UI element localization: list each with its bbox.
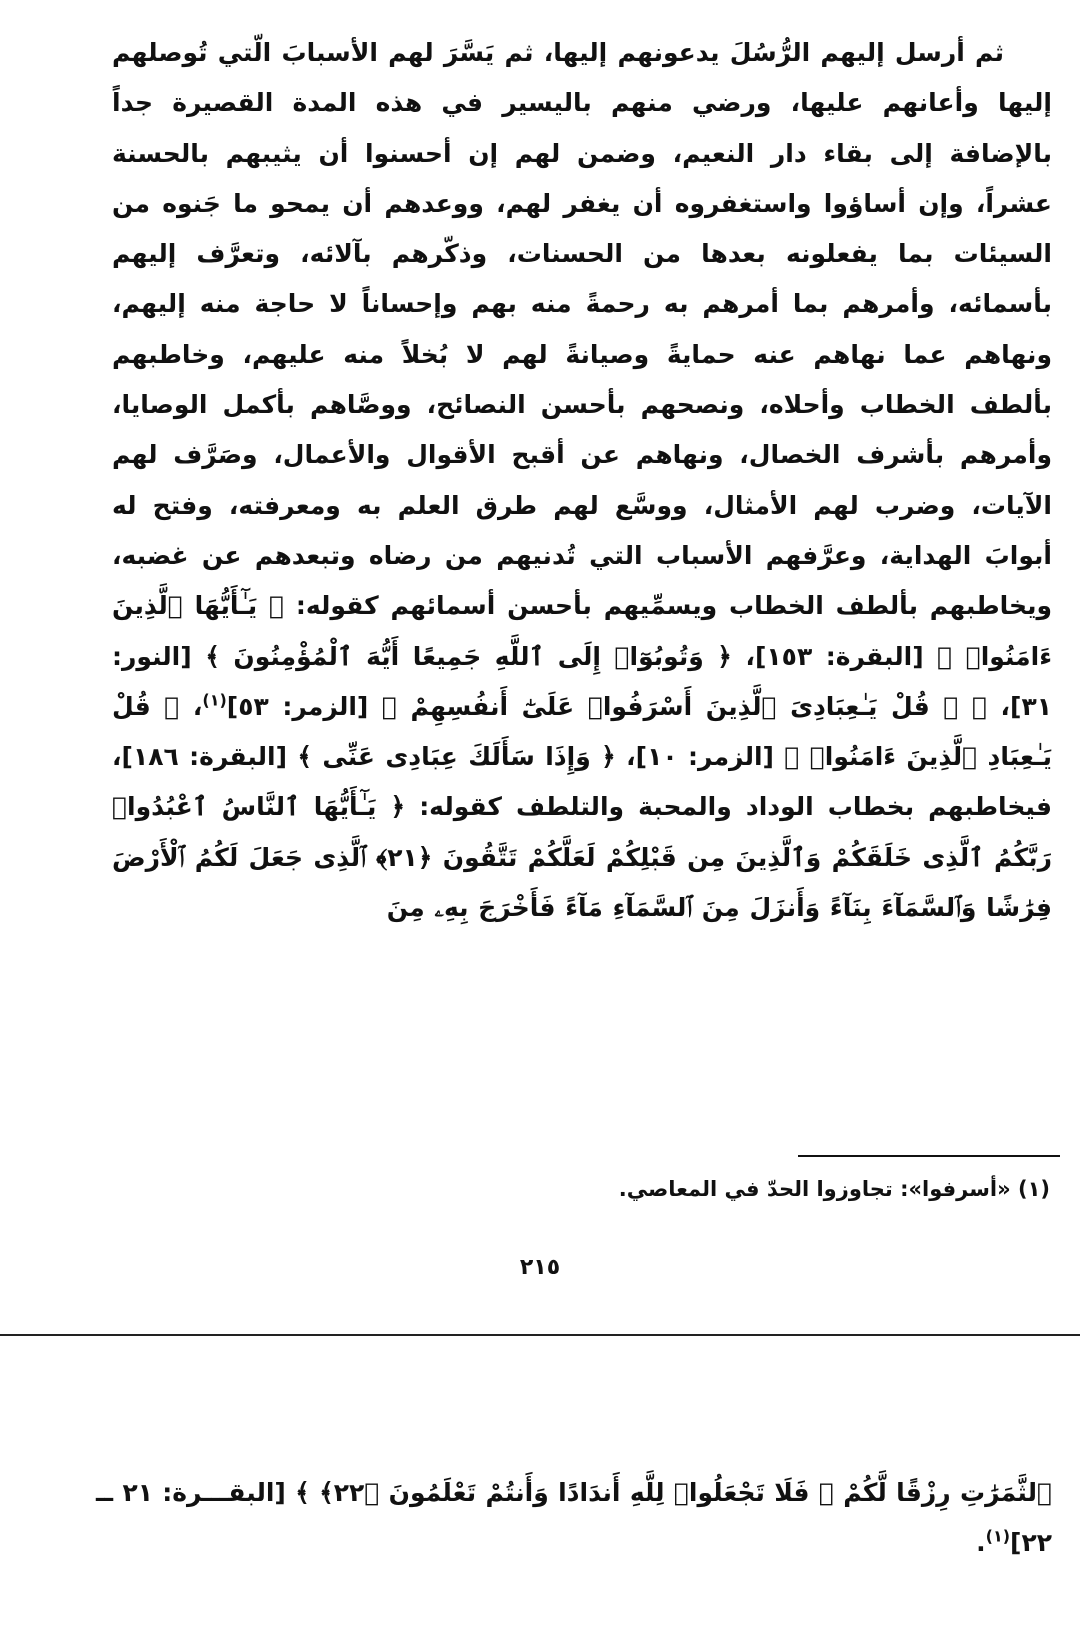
next-page-paragraph — [96, 1468, 1052, 1568]
body-paragraph — [112, 28, 1052, 933]
footnote: (١) «أسرفوا»: تجاوزوا الحدّ في المعاصي. — [618, 1177, 1050, 1201]
footnote-separator — [798, 1155, 1060, 1157]
page-number: ٢١٥ — [519, 1255, 561, 1280]
next-page-end-mark: . — [976, 1528, 986, 1557]
page-divider — [0, 1334, 1080, 1336]
body-text: ثم أرسل إليهم الرُّسُلَ يدعونهم إليها، ثم يَسَّرَ لهم الأسبابَ الّتي تُوصلهم إليها وأعانهم عليها، ورضي منهم باليسير في هذه المدة القصيرة جداً بالإضافة إلى بقاء دار النعيم، وضمن لهم إن أحسنوا أن يثيبهم بالحسنة عشراً، وإن أساؤوا واستغفروه أن يغفر لهم، ووعدهم أن يمحو ما جَنوه من السيئات بما يفعلونه بعدها من الحسنات، وذكّرهم بآلائه، وتعرَّف إليهم بأسمائه، وأمرهم بما أمرهم به رحمةً منه بهم وإحساناً لا حاجة منه إليهم، ونهاهم عما نهاهم عنه حمايةً وصيانةً لهم لا بُخلاً منه عليهم، وخاطبهم بألطف الخطاب وأحلاه، ونصحهم بأحسن النصائح، ووصَّاهم بأكمل الوصايا، وأمرهم بأشرف الخصال، ونهاهم عن أقبح الأقوال والأعمال، وصَرَّف لهم الآيات، وضرب لهم الأمثال، ووسَّع لهم طرق العلم به ومعرفته، وفتح له أبوابَ الهداية، وعرَّفهم الأسباب التي تُدنيهم من رضاه وتبعدهم عن غضبه، ويخاطبهم بألطف الخطاب ويسمِّيهم بأحسن أسمائهم كقوله: ﴿ يَـٰٓأَيُّهَا ٱلَّذِينَ ءَامَنُوا۟ ﴾ [البقرة: ١٥٣]، ﴿ وَتُوبُوٓا۟ إِلَى ٱللَّهِ جَمِيعًا أَيُّهَ ٱلْمُؤْمِنُونَ ﴾ [النور: ٣١]، ﴿ ۞ قُلْ يَـٰعِبَادِىَ ٱلَّذِينَ أَسْرَفُوا۟ عَلَىٰٓ أَنفُسِهِمْ ﴾ [الزمر: ٥٣] — [112, 38, 1053, 721]
footnote-reference: (١) — [202, 690, 227, 710]
body-text-continued: ، ﴿ قُلْ يَـٰعِبَادِ ٱلَّذِينَ ءَامَنُوا۟ ﴾ [الزمر: ١٠]، ﴿ وَإِذَا سَأَلَكَ عِبَادِى عَنِّى ﴾ [البقرة: ١٨٦]، فيخاطبهم بخطاب الوداد والمحبة والتلطف كقوله: ﴿ يَـٰٓأَيُّهَا ٱلنَّاسُ ٱعْبُدُوا۟ رَبَّكُمُ ٱلَّذِى خَلَقَكُمْ وَٱلَّذِينَ مِن قَبْلِكُمْ لَعَلَّكُمْ تَتَّقُونَ ﴿٢١﴾ ٱلَّذِى جَعَلَ لَكُمُ ٱلْأَرْضَ فِرَٰشًا وَٱلسَّمَآءَ بِنَآءً وَأَنزَلَ مِنَ ٱلسَّمَآءِ مَآءً فَأَخْرَجَ بِهِۦ مِنَ — [112, 691, 1052, 923]
next-page-text: ٱلثَّمَرَٰتِ رِزْقًا لَّكُمْ ۖ فَلَا تَجْعَلُوا۟ لِلَّهِ أَندَادًا وَأَنتُمْ تَعْلَمُونَ ﴿٢٢﴾ ﴾ [البقـــرة: ٢١ ــ ٢٢] — [96, 1478, 1052, 1557]
next-page-footnote-reference: (١) — [985, 1526, 1011, 1546]
